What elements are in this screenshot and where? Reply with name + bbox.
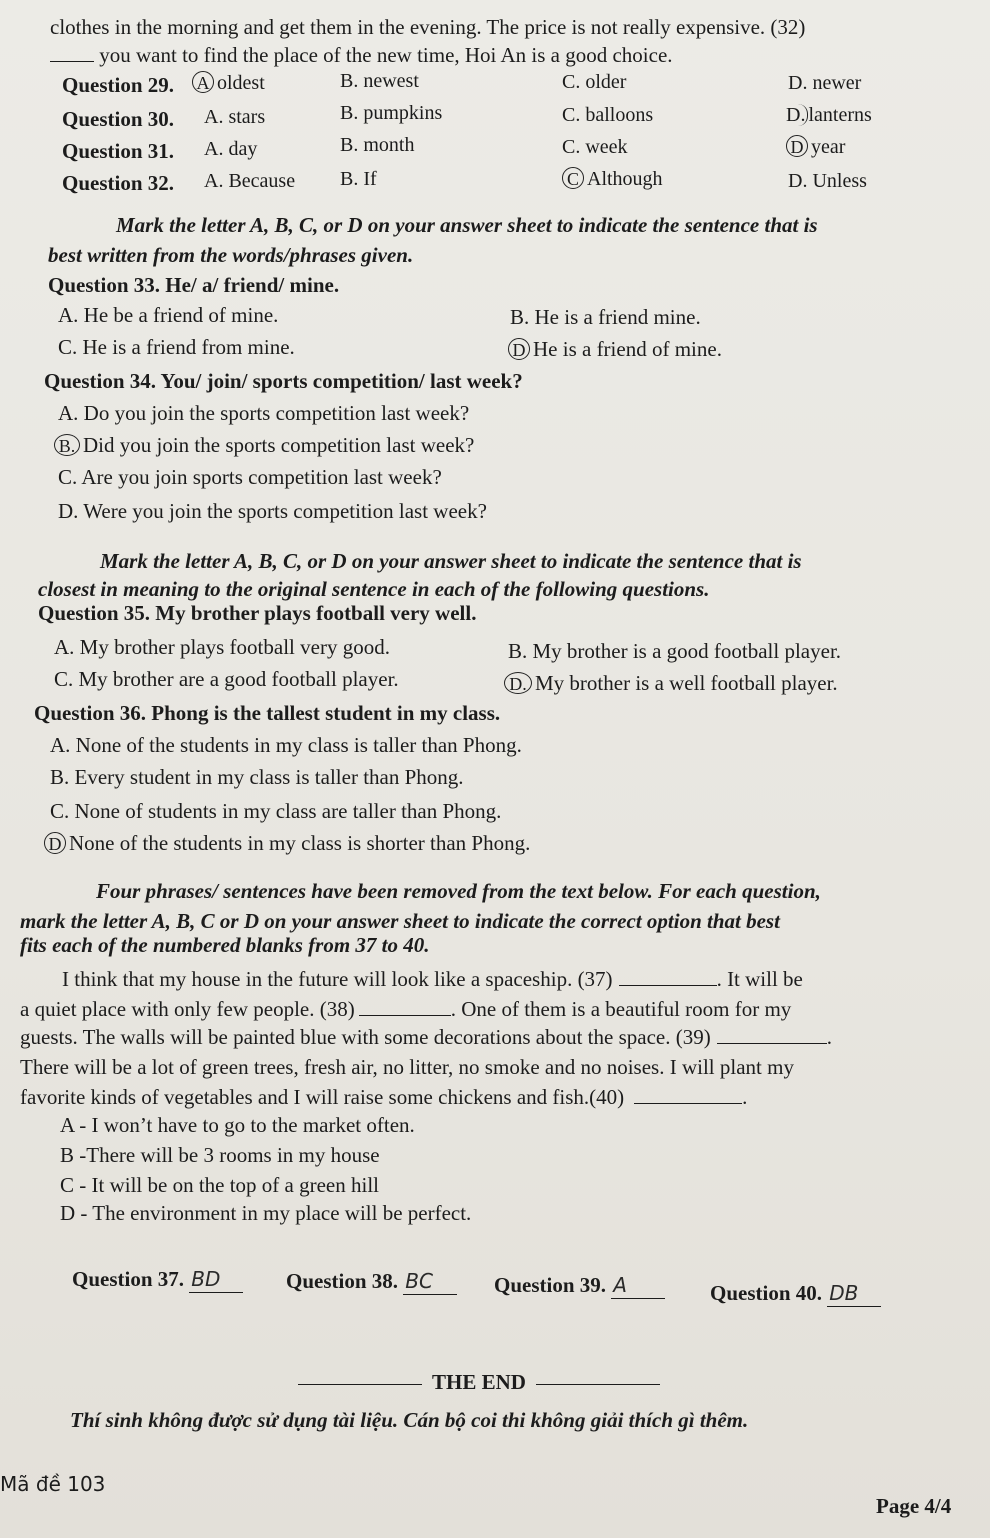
q35-option-d: D. My brother is a well football player. (504, 670, 838, 696)
page-number: Page 4/4 (876, 1494, 952, 1518)
q35-option-b: B. My brother is a good football player. (508, 639, 842, 663)
footer-note: Thí sinh không được sử dụng tài liệu. Cán bộ coi thi không giải thích gì thêm. (70, 1408, 749, 1432)
q36-option-b: B. Every student in my class is taller than Phong. (50, 765, 464, 789)
answer-38: Question 38. BC (286, 1268, 457, 1295)
q30-option-d: D. lanterns (786, 104, 872, 126)
q33-option-d: D He is a friend of mine. (508, 336, 722, 362)
q31-option-a: A. day (204, 138, 258, 160)
blank-37 (619, 969, 717, 986)
circled-answer: D. (786, 104, 808, 126)
option-c: C - It will be on the top of a green hill (60, 1173, 380, 1197)
section-2-instruction-2: best written from the words/phrases given. (48, 243, 414, 267)
option-d: D - The environment in my place will be perfect. (60, 1201, 472, 1225)
circled-answer: A (192, 71, 214, 93)
question-36-stem: Question 36. Phong is the tallest student in my class. (34, 701, 501, 725)
intro-line-1: clothes in the morning and get them in the evening. The price is not really expensive. (32) (50, 15, 806, 39)
section-4-instruction-3: fits each of the numbered blanks from 37 to 40. (20, 933, 430, 957)
divider (298, 1384, 422, 1385)
q34-option-a: A. Do you join the sports competition last week? (58, 401, 470, 425)
q33-option-b: B. He is a friend mine. (510, 305, 701, 329)
q29-option-a: A oldest (192, 70, 265, 96)
intro-line-2: you want to find the place of the new time, Hoi An is a good choice. (50, 42, 673, 68)
circled-answer: C (562, 167, 584, 189)
q35-option-c: C. My brother are a good football player. (54, 667, 399, 691)
q30-option-a: A. stars (204, 106, 266, 128)
section-4-instruction-1: Four phrases/ sentences have been removed from the text below. For each question, (96, 879, 821, 903)
q32-option-d: D. Unless (788, 170, 867, 192)
q33-option-c: C. He is a friend from mine. (58, 335, 295, 359)
passage-line-5: favorite kinds of vegetables and I will raise some chickens and fish.(40) . (20, 1085, 748, 1109)
q33-option-a: A. He be a friend of mine. (58, 303, 279, 327)
answer-40: Question 40. DB (710, 1280, 881, 1307)
q36-option-c: C. None of students in my class are taller than Phong. (50, 799, 502, 823)
answer-37: Question 37. BD (72, 1266, 243, 1293)
q36-option-a: A. None of the students in my class is taller than Phong. (50, 733, 522, 757)
q32-option-a: A. Because (204, 170, 296, 192)
blank-38 (359, 999, 451, 1016)
q30-option-c: C. balloons (562, 104, 654, 126)
q36-option-d: D None of the students in my class is shorter than Phong. (44, 830, 530, 856)
q34-option-c: C. Are you join sports competition last week? (58, 465, 442, 489)
handwritten-answer: BC (403, 1268, 457, 1295)
q31-option-b: B. month (340, 134, 415, 156)
q29-option-d: D. newer (788, 72, 862, 94)
question-30-label: Question 30. (62, 107, 175, 131)
question-31-label: Question 31. (62, 139, 175, 163)
section-3-instruction-1: Mark the letter A, B, C, or D on your answer sheet to indicate the sentence that is (100, 549, 802, 573)
handwritten-answer: A (611, 1272, 665, 1299)
passage-line-4: There will be a lot of green trees, fresh air, no litter, no smoke and no noises. I will plant my (20, 1055, 794, 1079)
circled-answer: D (786, 135, 808, 157)
q32-option-b: B. If (340, 168, 377, 190)
blank-40 (634, 1087, 742, 1104)
q31-option-d: D year (786, 134, 845, 160)
blank-32 (50, 45, 94, 62)
q32-option-c: C Although (562, 166, 663, 192)
question-34-stem: Question 34. You/ join/ sports competition/ last week? (44, 369, 523, 393)
passage-line-2: a quiet place with only few people. (38) . One of them is a beautiful room for my (20, 997, 792, 1021)
q34-option-d: D. Were you join the sports competition last week? (58, 499, 487, 523)
option-a: A - I won’t have to go to the market often. (60, 1113, 415, 1137)
circled-answer: D (508, 338, 530, 360)
q29-option-b: B. newest (340, 70, 419, 92)
question-29-label: Question 29. (62, 73, 175, 97)
q34-option-b: B. Did you join the sports competition last week? (54, 432, 474, 458)
exam-code: Mã đề 103 (0, 1472, 106, 1496)
q31-option-c: C. week (562, 136, 628, 158)
passage-line-3: guests. The walls will be painted blue with some decorations about the space. (39) . (20, 1025, 832, 1049)
section-2-instruction-1: Mark the letter A, B, C, or D on your answer sheet to indicate the sentence that is (116, 213, 818, 237)
question-35-stem: Question 35. My brother plays football very well. (38, 601, 477, 625)
question-33-stem: Question 33. He/ a/ friend/ mine. (48, 273, 340, 297)
handwritten-answer: DB (827, 1280, 881, 1307)
q29-option-c: C. older (562, 71, 627, 93)
divider (536, 1384, 660, 1385)
passage-line-1: I think that my house in the future will look like a spaceship. (37) . It will be (62, 967, 803, 991)
answer-39: Question 39. A (494, 1272, 665, 1299)
q30-option-b: B. pumpkins (340, 102, 443, 124)
section-4-instruction-2: mark the letter A, B, C or D on your answer sheet to indicate the correct option that best (20, 909, 780, 933)
section-3-instruction-2: closest in meaning to the original sentence in each of the following questions. (38, 577, 710, 601)
question-32-label: Question 32. (62, 171, 175, 195)
q35-option-a: A. My brother plays football very good. (54, 635, 390, 659)
option-b: B -There will be 3 rooms in my house (60, 1143, 380, 1167)
circled-answer: B. (54, 434, 80, 456)
circled-answer: D (44, 832, 66, 854)
the-end-marker: THE END (288, 1370, 670, 1395)
blank-39 (717, 1027, 827, 1044)
circled-answer: D. (504, 672, 532, 694)
handwritten-answer: BD (189, 1266, 243, 1293)
